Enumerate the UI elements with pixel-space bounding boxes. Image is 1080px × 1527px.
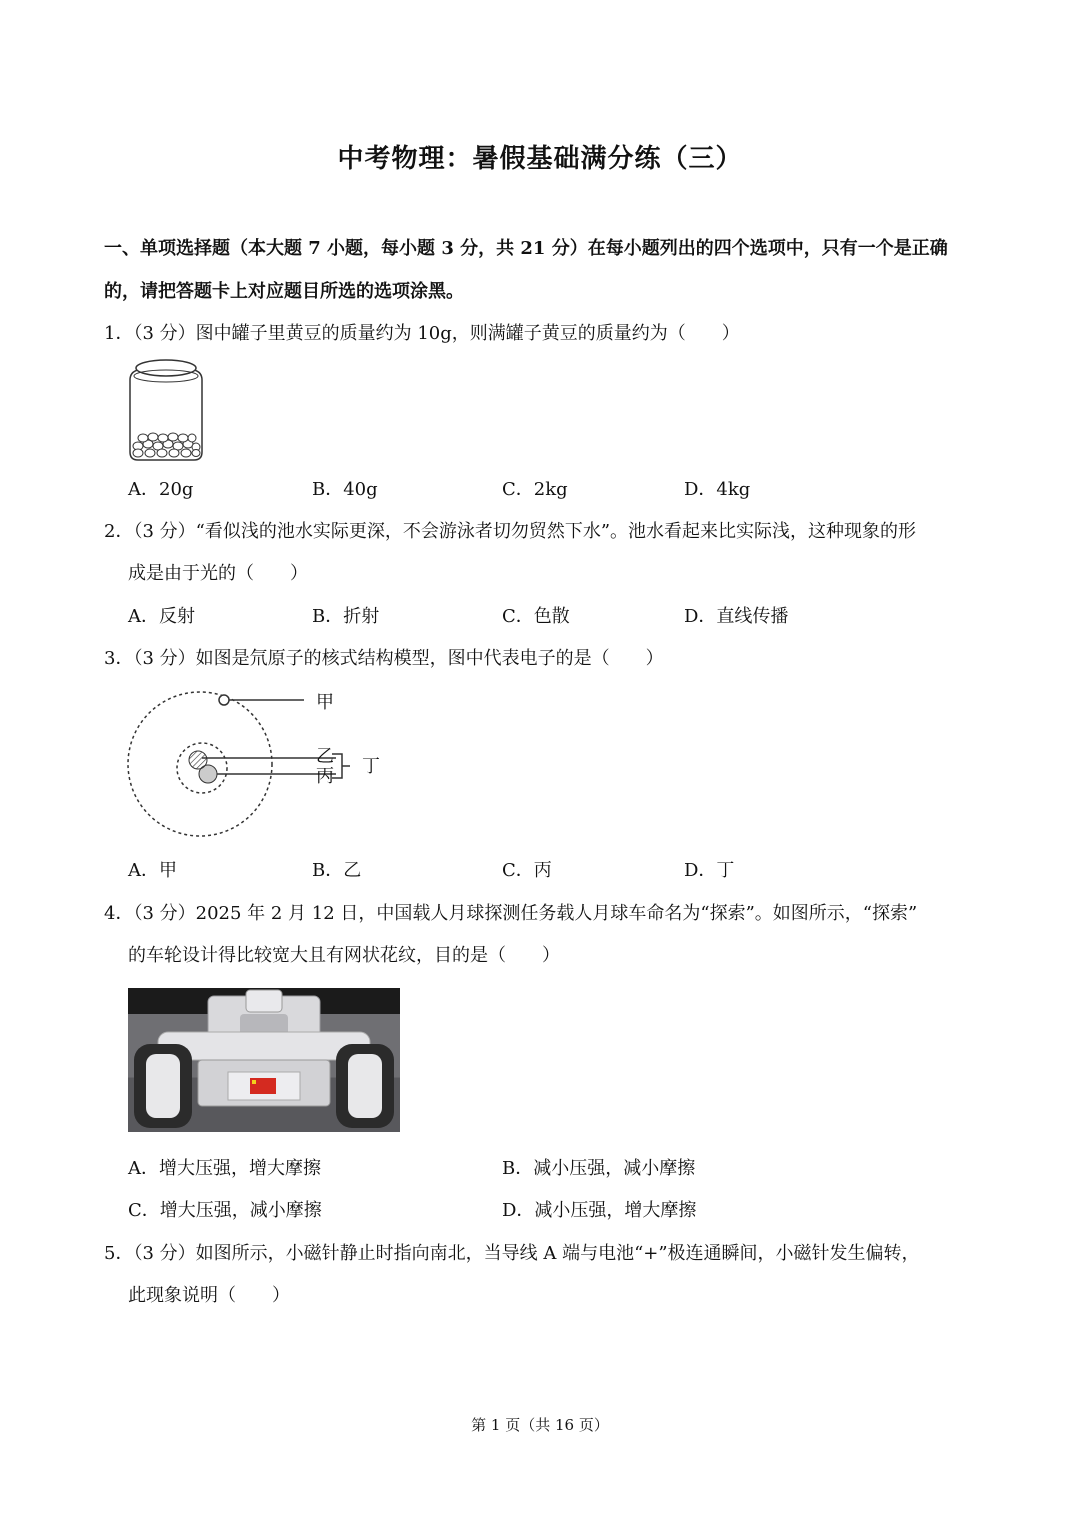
page-footer: 第 1 页（共 16 页） — [471, 1416, 609, 1434]
atom-model-figure — [124, 688, 394, 838]
q4-option-c[interactable]: C．增大压强，减小摩擦 — [128, 1200, 322, 1221]
q2-option-d[interactable]: D．直线传播 — [684, 606, 789, 627]
label-ding: 丁 — [362, 756, 380, 777]
label-yi: 乙 — [316, 746, 334, 767]
q1-option-a[interactable]: A．20g — [128, 479, 194, 500]
q3-option-b[interactable]: B．乙 — [312, 860, 362, 881]
label-bing: 丙 — [316, 766, 334, 787]
section-heading-line-2: 的，请把答题卡上对应题目所选的选项涂黑。 — [104, 281, 464, 302]
question-2-stem-line-1: 2．（3 分）“看似浅的池水实际更深，不会游泳者切勿贸然下水”。池水看起来比实际浅，这种现象的形 — [104, 521, 917, 542]
question-4-stem-line-2: 的车轮设计得比较宽大且有网状花纹，目的是（ ） — [128, 945, 560, 966]
question-5-stem-line-1: 5．（3 分）如图所示，小磁针静止时指向南北，当导线 A 端与电池“+”极连通瞬间，小磁针发生偏转， — [104, 1243, 920, 1264]
q3-option-a[interactable]: A．甲 — [128, 860, 177, 881]
jar-figure — [124, 356, 208, 464]
section-heading-line-1: 一、单项选择题（本大题 7 小题，每小题 3 分，共 21 分）在每小题列出的四个选项中，只有一个是正确 — [104, 238, 948, 259]
label-jia: 甲 — [316, 692, 334, 713]
q4-option-a[interactable]: A．增大压强，增大摩擦 — [128, 1158, 321, 1179]
question-2-stem-line-2: 成是由于光的（ ） — [128, 563, 308, 584]
q4-option-b[interactable]: B．减小压强，减小摩擦 — [502, 1158, 696, 1179]
q2-option-c[interactable]: C．色散 — [502, 606, 570, 627]
q3-option-d[interactable]: D．丁 — [684, 860, 735, 881]
q1-option-d[interactable]: D．4kg — [684, 479, 751, 500]
question-3-stem: 3．（3 分）如图是氘原子的核式结构模型，图中代表电子的是（ ） — [104, 648, 664, 669]
q2-option-a[interactable]: A．反射 — [128, 606, 195, 627]
lunar-rover-photo — [128, 988, 400, 1132]
question-1-stem: 1．（3 分）图中罐子里黄豆的质量约为 10g，则满罐子黄豆的质量约为（ ） — [104, 323, 740, 344]
question-5-stem-line-2: 此现象说明（ ） — [128, 1285, 290, 1306]
q1-option-b[interactable]: B．40g — [312, 479, 378, 500]
page-title: 中考物理：暑假基础满分练（三） — [337, 144, 743, 174]
q4-option-d[interactable]: D．减小压强，增大摩擦 — [502, 1200, 697, 1221]
q3-option-c[interactable]: C．丙 — [502, 860, 552, 881]
question-4-stem-line-1: 4．（3 分）2025 年 2 月 12 日，中国载人月球探测任务载人月球车命名为“探索”。如图所示，“探索” — [104, 903, 918, 924]
q1-option-c[interactable]: C．2kg — [502, 479, 568, 500]
q2-option-b[interactable]: B．折射 — [312, 606, 380, 627]
